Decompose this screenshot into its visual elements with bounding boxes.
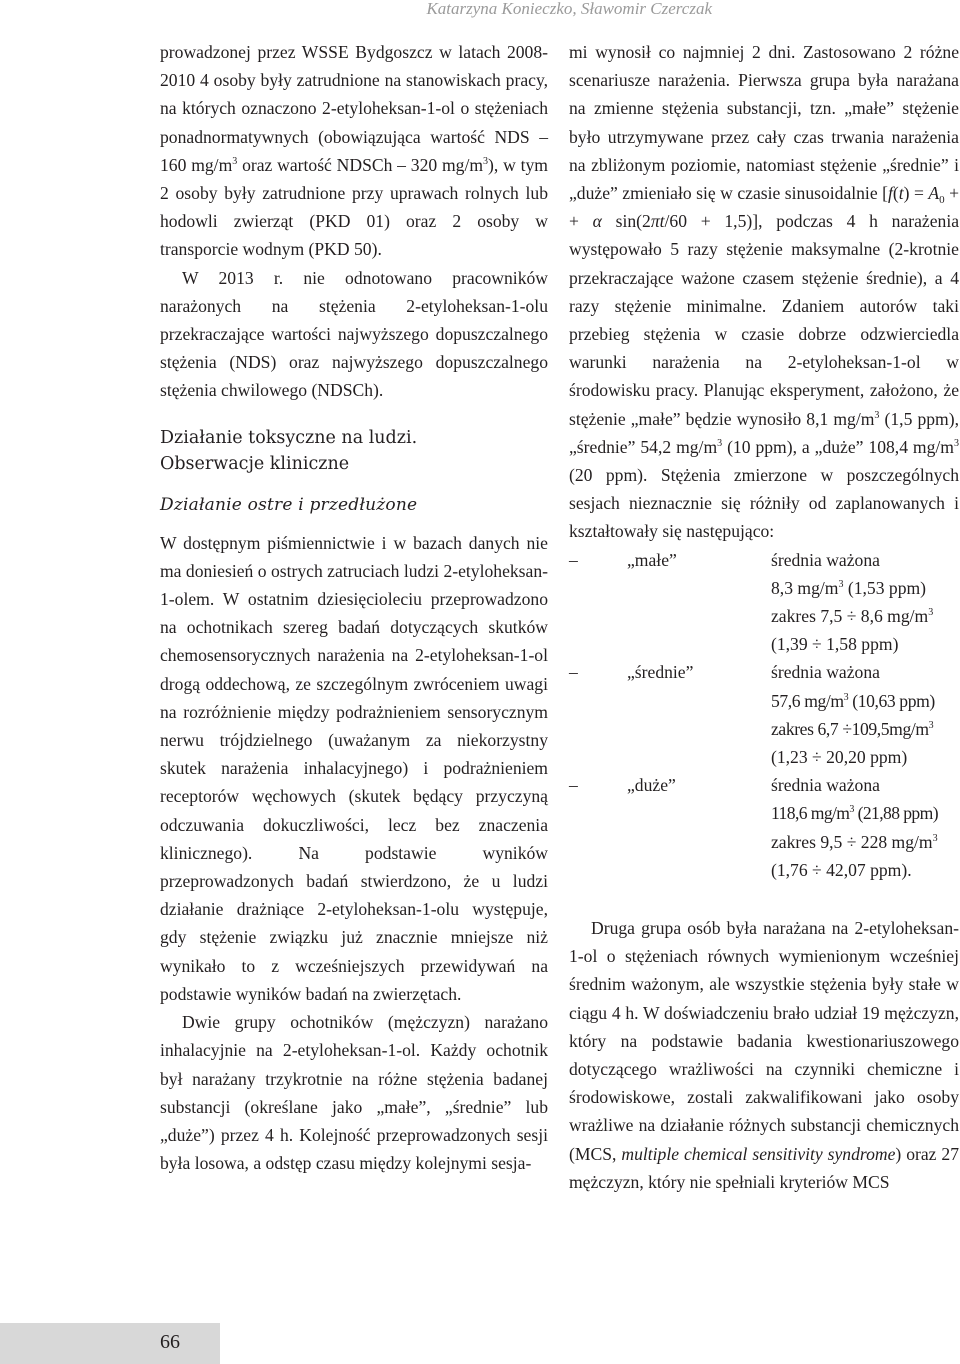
scenario-range-ppm: (1,23 ÷ 20,20 ppm) [771, 746, 908, 767]
scenario-name: „duże” [627, 775, 676, 796]
section-heading: Działanie toksyczne na ludzi. Obserwacje kliniczne [160, 427, 418, 474]
scenario-weighted-value: 57,6 $mg/m^3$ (10,63 ppm) [771, 690, 935, 711]
paragraph-2013: W 2013 r. nie odnotowano pracowników narażonych na stężenia 2-etyloheksan-1-olu przekraczające wartości najwyższego dopuszczalnego stężenia (NDS) oraz najwyższego dopuszczalnego stężenia chwilowego (NDSCh). [160, 267, 548, 401]
scenario-range-ppm: (1,39 ÷ 1,58 ppm) [771, 634, 899, 655]
list-dash: – [569, 662, 578, 683]
paragraph-exposure-scenarios: mi wynosił co najmniej 2 dni. Zastosowano 2 różne scenariusze narażenia. Pierwsza grupa była narażana na zmienne stężenia substancji, tzn. „małe” stężenie było utrzymywane przez cały czas trwania narażenia na zbliżonym poziomie, natomiast stężenie „średnie” i „duże” zmieniało się w czasie sinusoidalnie [$f(t) = A_0$ + + α sin(2πt/60 + 1,5)], podczas 4 h narażenia występowało 5 razy stężenie maksymalne (2-krotnie przekraczające ważone czasem stężenie średnie), a 4 razy stężenie minimalne. Zdaniem autorów taki przebieg stężenia w czasie dobrze odzwierciedla warunki narażenia na 2-etyloheksan-1-ol w środowisku pracy. Planując eksperyment, założono, że stężenie „małe” będzie wynosiło 8,1 $mg/m^3$ (1,5 ppm), „średnie” 54,2 $mg/m^3$ (10 ppm), a „duże” 108,4 $mg/m^3$ (20 ppm). Stężenia zmierzone w poszczególnych sesjach nieznacznie się różniły od zaplanowanych i kształtowały się następująco: [569, 42, 960, 542]
page-number-tab [0, 1323, 220, 1364]
scenario-name: „średnie” [627, 662, 694, 683]
paragraph-second-group: Druga grupa osób była narażana na 2-etyloheksan-1-ol o stężeniach równych wymienionym wcześniej średnim ważonym, ale wszystkie stężenia były stałe w ciągu 4 h. W doświadczeniu brało udział 19 mężczyzn, który na podstawie badania kwestionariuszowego dotyczącego wrażliwości na czynniki chemiczne i środowiskowe, zostali zakwalifikowani jako osoby wrażliwe na działanie różnych substancji chemicznych (MCS, multiple chemical sensitivity syndrome) oraz 27 mężczyzn, który nie spełniali kryteriów MCS [569, 917, 959, 1192]
scenario-name: „małe” [627, 549, 677, 570]
running-header: Katarzyna Konieczko, Sławomir Czerczak [426, 0, 712, 18]
paragraph-workers-2008-2010: prowadzonej przez WSSE Bydgoszcz w latach 2008-2010 4 osoby były zatrudnione na stanowiskach pracy, na których oznaczono 2-etyloheksan-1-ol o stężeniach ponadnormatywnych (obowiązująca wartość NDS – 160 $mg/m^3$ oraz wartość NDSCh – 320 $mg/m^3$), w tym 2 osoby były zatrudnione przy uprawach rolnych lub hodowli zwierząt (PKD 01) oraz 2 osoby w transporcie wodnym (PKD 50). [160, 42, 548, 260]
scenario-weighted-label: średnia ważona [771, 775, 880, 796]
right-column [569, 38, 959, 1196]
scenario-weighted-label: średnia ważona [771, 549, 880, 570]
scenario-range: zakres 7,5 ÷ 8,6 $mg/m^3$ [771, 606, 934, 627]
paragraph-volunteers: Dwie grupy ochotników (mężczyzn) narażano inhalacyjnie na 2-etyloheksan-1-ol. Każdy ochotnik był narażany trzykrotnie na różne stężenia badanej substancji (określane jako „małe”, „średnie” lub „duże”) przez 4 h. Kolejność przeprowadzonych sesji była losowa, a odstęp czasu między kolejnymi sesja- [160, 1012, 548, 1174]
scenario-weighted-value: 118,6 $mg/m^3$ (21,88 ppm) [771, 803, 938, 824]
left-column [160, 38, 548, 1177]
scenario-duze [569, 771, 959, 884]
scenario-weighted-label: średnia ważona [771, 662, 880, 683]
page-number: 66 [160, 1331, 180, 1353]
scenario-srednie [569, 658, 959, 771]
paragraph-acute-effects: W dostępnym piśmiennictwie i w bazach danych nie ma doniesień o ostrych zatruciach ludzi 2-etyloheksan-1-olem. W ostatnim dziesięcioleciu przeprowadzono na ochotnikach szereg badań dotyczących skutków chemosensorycznych narażenia na 2-etyloheksan-1-ol drogą oddechową, ze szczególnym zwróceniem uwagi na rozróżnienie między podrażnieniem sensorycznym nerwu trójdzielnego (uważanym za niekorzystny skutek narażenia inhalacyjnego) i podrażnieniem receptorów węchowych (skutek będący przyczyną odczuwania dokuczliwości, lecz bez znaczenia klinicznego). Na podstawie wyników przeprowadzonych badań stwierdzono, że u ludzi działanie drażniące 2-etyloheksan-1-olu występuje, gdy stężenie związku już znacznie mniejsze niż wynikało to z wcześniejszych przewidywań na podstawie wyników badań na zwierzętach. [160, 532, 548, 1004]
scenario-list [569, 546, 959, 884]
scenario-range-ppm: (1,76 ÷ 42,07 ppm). [771, 859, 912, 880]
subsection-heading: Działanie ostre i przedłużone [160, 494, 418, 515]
list-dash: – [569, 775, 578, 796]
scenario-range: zakres 9,5 ÷ 228 $mg/m^3$ [771, 831, 938, 852]
scenario-weighted-value: 8,3 $mg/m^3$ (1,53 ppm) [771, 577, 927, 598]
scenario-male [569, 546, 959, 659]
scenario-range: zakres $6,7 \div 109,5mg/m^3$ [771, 718, 934, 739]
list-dash: – [569, 549, 578, 570]
